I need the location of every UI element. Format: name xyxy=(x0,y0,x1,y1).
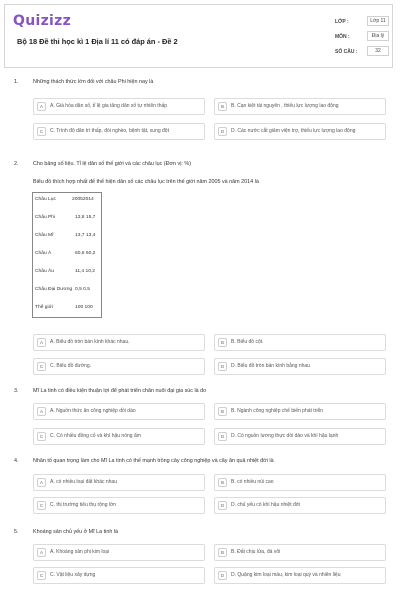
question-subtext: Biểu đồ thích hợp nhất để thể hiện dân số các châu lục trên thế giới năm 2005 và năm 2014 là xyxy=(33,179,259,185)
table-cell-values: 60,6 60,2 xyxy=(75,251,96,256)
option-letter: A xyxy=(37,478,46,487)
answer-option-d[interactable] xyxy=(214,497,386,514)
option-text: A. Già hóa dân số, tỉ lệ gia tăng dân số tự nhiên thấp xyxy=(50,103,168,110)
option-letter: B xyxy=(218,338,227,347)
class-meta xyxy=(335,18,386,25)
table-cell-values: 0,5 0,5 xyxy=(75,287,90,292)
document-header xyxy=(4,4,393,68)
document-title: Bộ 18 Đề thi học kì 1 Địa lí 11 có đáp án - Đề 2 xyxy=(17,37,178,46)
option-text: C. Có nhiều đồng cỏ và khí hậu nóng ẩm xyxy=(50,433,141,440)
table-cell-name: Châu Á xyxy=(35,251,52,256)
option-letter: C xyxy=(37,571,46,580)
option-letter: C xyxy=(37,127,46,136)
answer-option-b[interactable] xyxy=(214,403,386,420)
option-letter: A xyxy=(37,338,46,347)
option-text: C. Trình độ dân trí thấp, đói nghèo, bệnh tật, xung đột xyxy=(50,128,169,135)
option-text: A. có nhiều loại đất khác nhau xyxy=(50,479,117,486)
answer-option-a[interactable] xyxy=(33,403,205,420)
answer-option-d[interactable] xyxy=(214,428,386,445)
option-text: A. Biểu đồ tròn bán kính khác nhau. xyxy=(50,339,130,346)
question-text: Cho bảng số liệu. Tỉ lệ dân số thế giới và các châu lục (Đơn vị: %) xyxy=(33,161,191,167)
answer-option-c[interactable] xyxy=(33,358,205,375)
option-text: D. chủ yếu có khí hậu nhiệt đới xyxy=(231,502,301,509)
table-cell-values: 20052014 xyxy=(72,197,94,202)
question-text: Nhân tố quan trọng làm cho Mĩ La tinh có thế mạnh trồng cây công nghiệp và cây ăn quả nhiệt đới là xyxy=(33,458,274,464)
answer-option-c[interactable] xyxy=(33,497,205,514)
option-letter: C xyxy=(37,432,46,441)
question-text: Những thách thức lớn đối với châu Phi hiện nay là xyxy=(33,79,154,85)
table-cell-name: Châu Mĩ xyxy=(35,233,54,238)
answer-option-a[interactable] xyxy=(33,334,205,351)
option-letter: D xyxy=(218,362,227,371)
question-number: 5. xyxy=(14,529,19,535)
option-text: B. Đất chịu lửa, đá vôi xyxy=(231,549,281,556)
option-text: B. Biểu đồ cột. xyxy=(231,339,264,346)
answer-option-b[interactable] xyxy=(214,544,386,561)
table-cell-name: Châu Âu xyxy=(35,269,55,274)
option-text: A. Khoáng sản phi kim loại xyxy=(50,549,110,556)
question-count-value: 32 xyxy=(367,46,389,56)
option-text: D. Các nước cắt giảm viện trợ, thiếu lực lượng lao động xyxy=(231,128,356,135)
question-number: 4. xyxy=(14,458,19,464)
answer-option-a[interactable] xyxy=(33,98,205,115)
question-text: Mĩ La tinh có điều kiện thuận lợi để phát triển chăn nuôi đại gia súc là do xyxy=(33,388,207,394)
option-text: D. Có nguồn lương thực dồi dào và khí hậu lạnh xyxy=(231,433,339,440)
option-letter: B xyxy=(218,407,227,416)
option-letter: D xyxy=(218,571,227,580)
question-number: 1. xyxy=(14,79,19,85)
answer-option-d[interactable] xyxy=(214,123,386,140)
option-text: D. Quặng kim loại màu, kim loại quý và nhiên liệu xyxy=(231,572,341,579)
answer-option-b[interactable] xyxy=(214,98,386,115)
answer-option-b[interactable] xyxy=(214,474,386,491)
class-label: LỚP : xyxy=(335,19,349,25)
answer-option-c[interactable] xyxy=(33,123,205,140)
option-letter: A xyxy=(37,102,46,111)
class-value: Lớp 11 xyxy=(367,16,389,26)
option-letter: B xyxy=(218,478,227,487)
question-number: 3. xyxy=(14,388,19,394)
question-count-label: SỐ CÂU : xyxy=(335,49,358,55)
option-text: A. Nguồn thức ăn công nghiệp dồi dào xyxy=(50,408,136,415)
table-cell-values: 13,8 15,7 xyxy=(75,215,96,220)
answer-option-c[interactable] xyxy=(33,428,205,445)
option-text: B. Cạn kiệt tài nguyên , thiếu lực lượng lao động xyxy=(231,103,339,110)
option-text: C. Vật liệu xây dựng xyxy=(50,572,96,579)
option-letter: D xyxy=(218,501,227,510)
data-table xyxy=(32,192,102,318)
option-letter: B xyxy=(218,102,227,111)
question-count-meta xyxy=(335,48,381,55)
option-letter: C xyxy=(37,362,46,371)
subject-label: MÔN : xyxy=(335,34,350,40)
option-text: D. Biểu đồ tròn bán kính bằng nhau xyxy=(231,363,310,370)
table-cell-name: Châu Đại Dương xyxy=(35,287,73,292)
question-text: Khoáng sản chủ yếu ở Mĩ La tinh là xyxy=(33,529,119,535)
option-letter: C xyxy=(37,501,46,510)
table-cell-values: 11,4 10,2 xyxy=(75,269,96,274)
answer-option-b[interactable] xyxy=(214,334,386,351)
table-cell-name: Thế giới xyxy=(35,305,53,310)
option-text: C. Biểu đồ đường. xyxy=(50,363,92,370)
table-cell-values: 100 100 xyxy=(75,305,93,310)
answer-option-d[interactable] xyxy=(214,358,386,375)
option-letter: D xyxy=(218,127,227,136)
answer-option-d[interactable] xyxy=(214,567,386,584)
table-cell-name: Châu Lục xyxy=(35,197,56,202)
subject-meta xyxy=(335,33,385,40)
table-cell-name: Châu Phi xyxy=(35,215,56,220)
subject-value: Địa lý xyxy=(367,31,389,41)
question-number: 2. xyxy=(14,161,19,167)
option-letter: A xyxy=(37,548,46,557)
option-letter: A xyxy=(37,407,46,416)
table-cell-values: 13,7 13,4 xyxy=(75,233,96,238)
option-text: C. thị trường tiêu thụ rộng lớn xyxy=(50,502,117,509)
option-text: B. có nhiều núi cao xyxy=(231,479,274,486)
option-letter: D xyxy=(218,432,227,441)
answer-option-a[interactable] xyxy=(33,474,205,491)
quizizz-logo: Quizizz xyxy=(13,13,72,29)
option-text: B. Ngành công nghiệp chế biến phát triển xyxy=(231,408,324,415)
answer-option-a[interactable] xyxy=(33,544,205,561)
option-letter: B xyxy=(218,548,227,557)
answer-option-c[interactable] xyxy=(33,567,205,584)
